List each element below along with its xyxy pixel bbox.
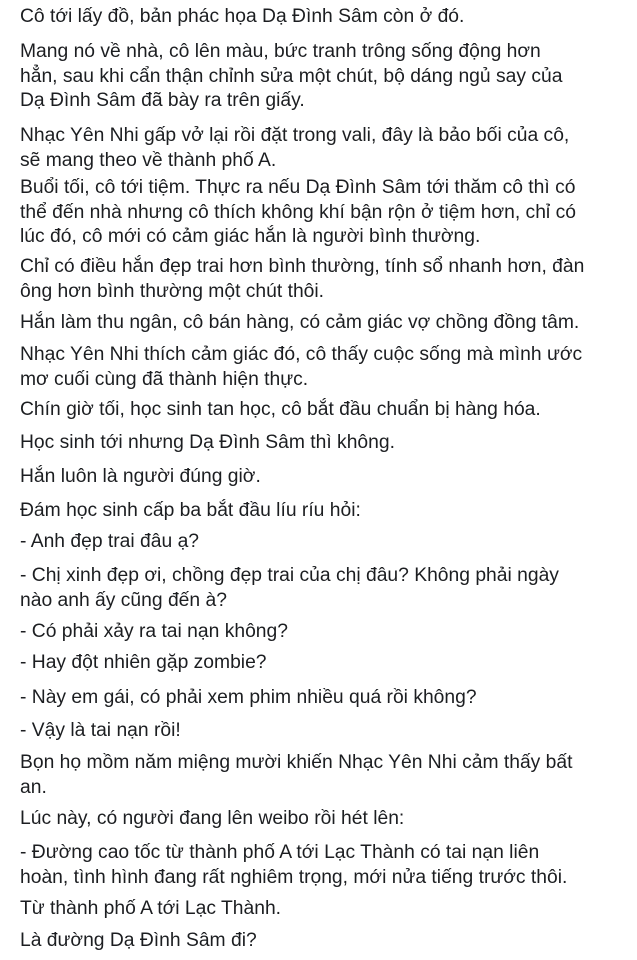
text-line: Mang nó về nhà, cô lên màu, bức tranh trông sống động hơn	[20, 41, 541, 62]
text-line: Chỉ có điều hắn đẹp trai hơn bình thường, tính sổ nhanh hơn, đàn	[20, 256, 585, 277]
paragraph	[20, 176, 625, 250]
paragraph	[20, 897, 625, 922]
paragraph	[20, 499, 625, 524]
text-line: - Có phải xảy ra tai nạn không?	[20, 621, 288, 642]
text-line: - Vậy là tai nạn rồi!	[20, 720, 181, 741]
text-line: - Này em gái, có phải xem phim nhiều quá rồi không?	[20, 687, 477, 708]
text-line: Học sinh tới nhưng Dạ Đình Sâm thì không.	[20, 432, 395, 453]
text-line: Dạ Đình Sâm đã bày ra trên giấy.	[20, 90, 305, 111]
text-line: Buổi tối, cô tới tiệm. Thực ra nếu Dạ Đình Sâm tới thăm cô thì có	[20, 177, 576, 198]
text-line: Hắn luôn là người đúng giờ.	[20, 466, 261, 487]
text-line: hoàn, tình hình đang rất nghiêm trọng, mới nửa tiếng trước thôi.	[20, 866, 568, 888]
text-line: sẽ mang theo về thành phố A.	[20, 149, 277, 171]
text-line: Chín giờ tối, học sinh tan học, cô bắt đầu chuẩn bị hàng hóa.	[20, 399, 541, 420]
paragraph	[20, 719, 625, 744]
paragraph	[20, 40, 625, 114]
paragraph	[20, 431, 625, 456]
paragraph	[20, 124, 625, 173]
paragraph	[20, 5, 625, 30]
paragraph	[20, 343, 625, 392]
text-line: mơ cuối cùng đã thành hiện thực.	[20, 368, 309, 390]
paragraph	[20, 465, 625, 490]
paragraph	[20, 807, 625, 832]
text-line: - Chị xinh đẹp ơi, chồng đẹp trai của chị đâu? Không phải ngày	[20, 565, 559, 586]
paragraph	[20, 564, 625, 613]
text-line: Đám học sinh cấp ba bắt đầu líu ríu hỏi:	[20, 500, 361, 521]
paragraph	[20, 929, 625, 954]
text-line: an.	[20, 776, 47, 798]
text-line: - Hay đột nhiên gặp zombie?	[20, 652, 267, 673]
text-line: Nhạc Yên Nhi thích cảm giác đó, cô thấy cuộc sống mà mình ước	[20, 344, 583, 365]
paragraph	[20, 686, 625, 711]
text-line: Là đường Dạ Đình Sâm đi?	[20, 930, 257, 951]
text-line: - Anh đẹp trai đâu ạ?	[20, 531, 200, 552]
text-line: Bọn họ mồm năm miệng mười khiến Nhạc Yên Nhi cảm thấy bất	[20, 752, 573, 773]
text-line: Hắn làm thu ngân, cô bán hàng, có cảm giác vợ chồng đồng tâm.	[20, 312, 580, 333]
paragraph	[20, 751, 625, 800]
paragraph	[20, 841, 625, 890]
paragraph	[20, 311, 625, 336]
paragraph	[20, 398, 625, 423]
text-line: thể đến nhà nhưng cô thích không khí bận rộn ở tiệm hơn, chỉ có	[20, 201, 576, 223]
text-line: Từ thành phố A tới Lạc Thành.	[20, 898, 282, 919]
text-line: lúc đó, cô mới có cảm giác hắn là người bình thường.	[20, 226, 481, 247]
text-line: hẳn, sau khi cẩn thận chỉnh sửa một chút, bộ dáng ngủ say của	[20, 65, 563, 87]
text-line: Nhạc Yên Nhi gấp vở lại rồi đặt trong vali, đây là bảo bối của cô,	[20, 125, 570, 146]
text-line: Lúc này, có người đang lên weibo rồi hét lên:	[20, 808, 405, 829]
paragraph	[20, 620, 625, 645]
paragraph	[20, 255, 625, 304]
text-line: nào anh ấy cũng đến à?	[20, 589, 227, 611]
paragraph	[20, 651, 625, 676]
paragraph	[20, 530, 625, 555]
text-line: - Đường cao tốc từ thành phố A tới Lạc Thành có tai nạn liên	[20, 842, 540, 863]
text-line: ông hơn bình thường một chút thôi.	[20, 280, 325, 302]
text-line: Cô tới lấy đồ, bản phác họa Dạ Đình Sâm còn ở đó.	[20, 6, 465, 27]
